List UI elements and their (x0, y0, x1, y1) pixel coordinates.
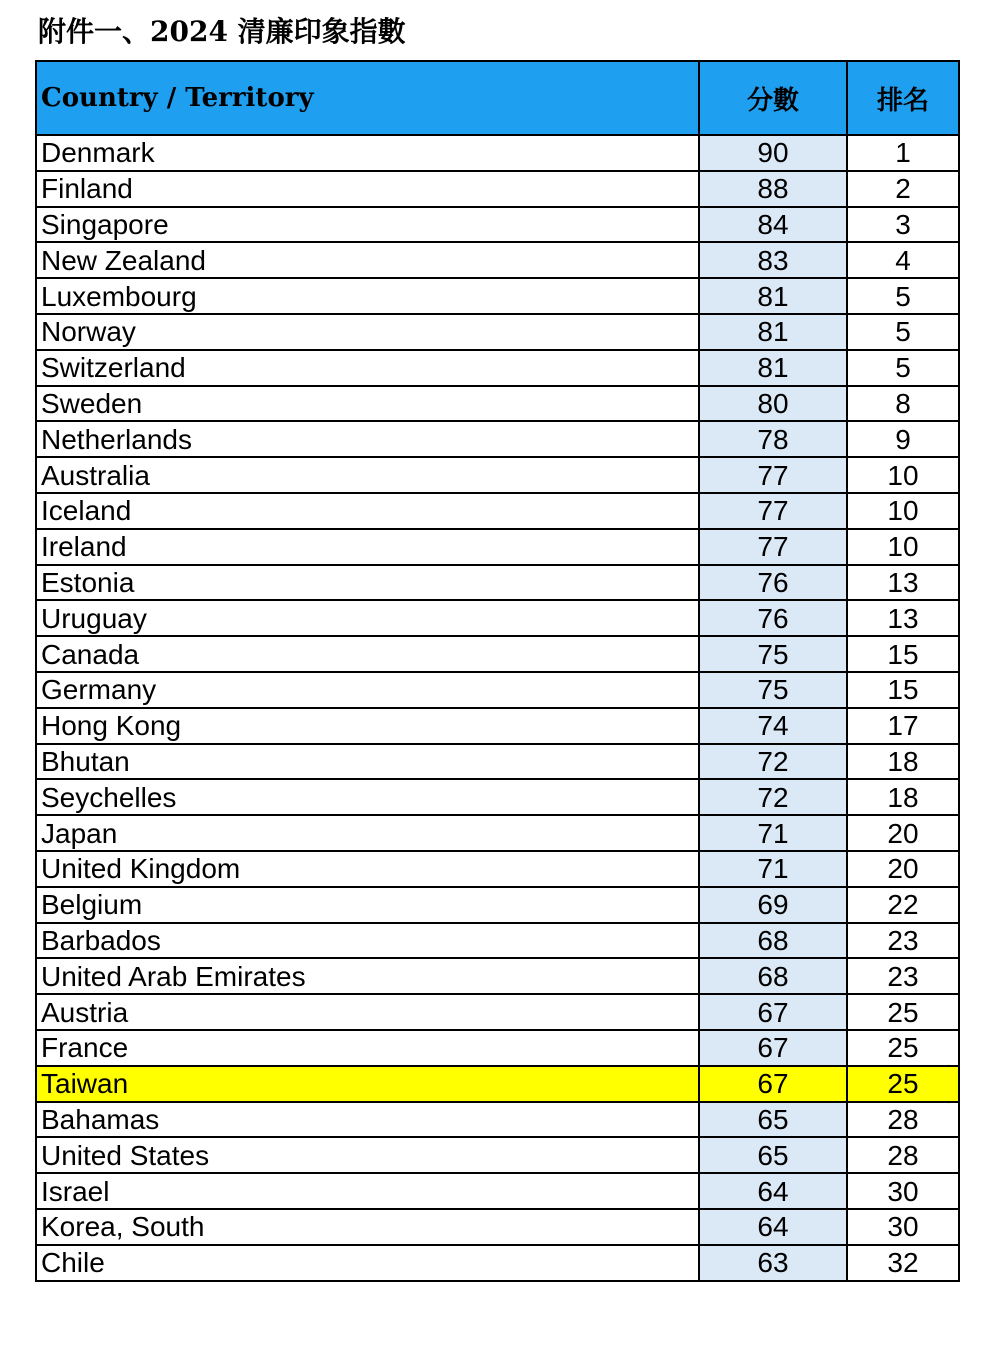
score-cell: 65 (699, 1102, 847, 1138)
score-cell: 75 (699, 636, 847, 672)
rank-cell: 13 (847, 600, 959, 636)
rank-cell: 25 (847, 1030, 959, 1066)
rank-cell: 4 (847, 242, 959, 278)
country-cell: Bhutan (36, 744, 699, 780)
score-cell: 78 (699, 421, 847, 457)
rank-cell: 18 (847, 744, 959, 780)
table-row (36, 350, 959, 386)
rank-cell: 10 (847, 457, 959, 493)
country-cell: United Kingdom (36, 851, 699, 887)
country-cell: Denmark (36, 135, 699, 171)
rank-cell: 20 (847, 815, 959, 851)
country-cell: New Zealand (36, 242, 699, 278)
country-cell: Luxembourg (36, 278, 699, 314)
country-cell: Estonia (36, 565, 699, 601)
table-row (36, 242, 959, 278)
document-title: 附件一、2024 清廉印象指數 (38, 15, 406, 48)
table-row (36, 851, 959, 887)
table-row (36, 815, 959, 851)
rank-cell: 23 (847, 923, 959, 959)
rank-cell: 25 (847, 994, 959, 1030)
table-row (36, 923, 959, 959)
table-row (36, 171, 959, 207)
score-cell: 64 (699, 1209, 847, 1245)
score-cell: 80 (699, 386, 847, 422)
country-cell: Singapore (36, 207, 699, 243)
table-row (36, 958, 959, 994)
rank-cell: 5 (847, 314, 959, 350)
country-cell: Israel (36, 1173, 699, 1209)
country-cell: Sweden (36, 386, 699, 422)
rank-cell: 30 (847, 1173, 959, 1209)
table-row (36, 708, 959, 744)
table-row (36, 1102, 959, 1138)
score-cell: 83 (699, 242, 847, 278)
table-row (36, 1245, 959, 1281)
score-cell: 64 (699, 1173, 847, 1209)
table-row (36, 565, 959, 601)
rank-cell: 20 (847, 851, 959, 887)
country-cell: Finland (36, 171, 699, 207)
rank-cell: 28 (847, 1137, 959, 1173)
score-cell: 72 (699, 779, 847, 815)
country-cell: Switzerland (36, 350, 699, 386)
rank-cell: 2 (847, 171, 959, 207)
country-cell: United Arab Emirates (36, 958, 699, 994)
country-cell: Barbados (36, 923, 699, 959)
score-cell: 77 (699, 529, 847, 565)
rank-cell: 25 (847, 1066, 959, 1102)
country-cell: Germany (36, 672, 699, 708)
table-row (36, 457, 959, 493)
table-row (36, 493, 959, 529)
country-cell: Seychelles (36, 779, 699, 815)
table-row (36, 1137, 959, 1173)
country-cell: France (36, 1030, 699, 1066)
rank-cell: 32 (847, 1245, 959, 1281)
score-cell: 81 (699, 278, 847, 314)
country-cell: Belgium (36, 887, 699, 923)
country-cell: Netherlands (36, 421, 699, 457)
table-row (36, 1030, 959, 1066)
country-cell: United States (36, 1137, 699, 1173)
table-row (36, 600, 959, 636)
score-cell: 67 (699, 1030, 847, 1066)
country-cell: Iceland (36, 493, 699, 529)
table-row (36, 314, 959, 350)
score-cell: 63 (699, 1245, 847, 1281)
rank-cell: 15 (847, 636, 959, 672)
table-row (36, 1209, 959, 1245)
country-cell: Norway (36, 314, 699, 350)
rank-cell: 28 (847, 1102, 959, 1138)
score-cell: 76 (699, 565, 847, 601)
rank-cell: 5 (847, 278, 959, 314)
score-cell: 72 (699, 744, 847, 780)
score-cell: 71 (699, 815, 847, 851)
score-cell: 67 (699, 994, 847, 1030)
table-row (36, 421, 959, 457)
table-row (36, 887, 959, 923)
score-cell: 77 (699, 457, 847, 493)
rank-cell: 30 (847, 1209, 959, 1245)
country-cell: Uruguay (36, 600, 699, 636)
table-row (36, 672, 959, 708)
table-row (36, 207, 959, 243)
rank-cell: 18 (847, 779, 959, 815)
country-cell: Canada (36, 636, 699, 672)
rank-cell: 9 (847, 421, 959, 457)
country-cell: Chile (36, 1245, 699, 1281)
score-cell: 81 (699, 350, 847, 386)
score-cell: 81 (699, 314, 847, 350)
score-cell: 90 (699, 135, 847, 171)
score-cell: 71 (699, 851, 847, 887)
table-row (36, 779, 959, 815)
rank-cell: 13 (847, 565, 959, 601)
score-cell: 84 (699, 207, 847, 243)
country-cell: Taiwan (36, 1066, 699, 1102)
table-body (36, 135, 959, 1281)
country-cell: Australia (36, 457, 699, 493)
table-row (36, 1173, 959, 1209)
table-row (36, 744, 959, 780)
score-cell: 74 (699, 708, 847, 744)
rank-cell: 17 (847, 708, 959, 744)
rank-cell: 8 (847, 386, 959, 422)
table-row (36, 636, 959, 672)
table-header (36, 61, 959, 135)
score-cell: 68 (699, 923, 847, 959)
column-header-country: Country / Territory (36, 61, 699, 135)
score-cell: 75 (699, 672, 847, 708)
rank-cell: 15 (847, 672, 959, 708)
table-row (36, 529, 959, 565)
score-cell: 76 (699, 600, 847, 636)
country-cell: Bahamas (36, 1102, 699, 1138)
rank-cell: 3 (847, 207, 959, 243)
score-cell: 69 (699, 887, 847, 923)
table-row (36, 994, 959, 1030)
score-cell: 68 (699, 958, 847, 994)
country-cell: Korea, South (36, 1209, 699, 1245)
score-cell: 65 (699, 1137, 847, 1173)
rank-cell: 22 (847, 887, 959, 923)
table-row (36, 278, 959, 314)
table-row (36, 386, 959, 422)
score-cell: 77 (699, 493, 847, 529)
table-row-highlighted (36, 1066, 959, 1102)
rank-cell: 23 (847, 958, 959, 994)
table-row (36, 135, 959, 171)
country-cell: Ireland (36, 529, 699, 565)
country-cell: Austria (36, 994, 699, 1030)
header-row (36, 61, 959, 135)
column-header-score: 分數 (699, 61, 847, 135)
country-cell: Japan (36, 815, 699, 851)
score-cell: 67 (699, 1066, 847, 1102)
country-cell: Hong Kong (36, 708, 699, 744)
cpi-ranking-table (35, 60, 960, 1282)
rank-cell: 5 (847, 350, 959, 386)
rank-cell: 10 (847, 529, 959, 565)
score-cell: 88 (699, 171, 847, 207)
column-header-rank: 排名 (847, 61, 959, 135)
rank-cell: 10 (847, 493, 959, 529)
rank-cell: 1 (847, 135, 959, 171)
